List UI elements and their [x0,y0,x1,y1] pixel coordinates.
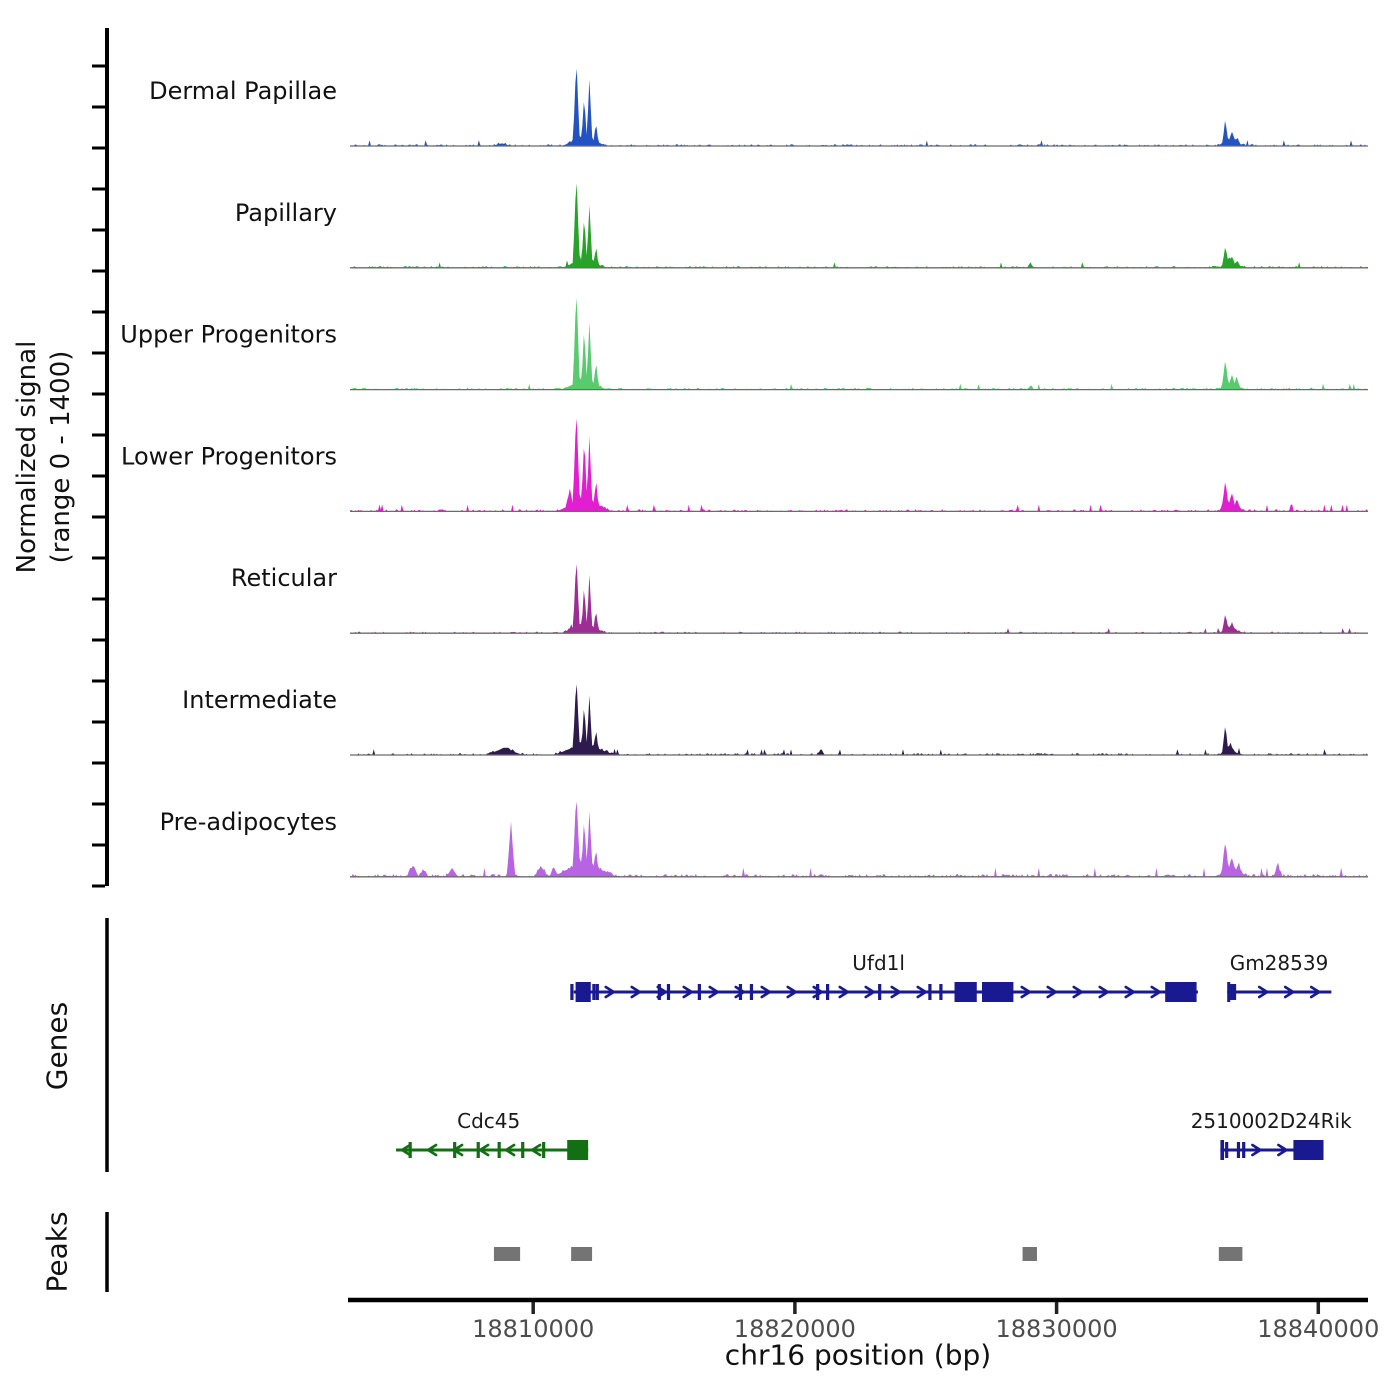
exon-tick [1233,984,1236,1000]
exon-tick [1237,1142,1240,1158]
exon-tick [939,984,942,1000]
signal-area-intermediate [350,684,1368,755]
y-axis-label-line2: (range 0 - 1400) [46,350,76,564]
signal-area-reticular [350,564,1368,633]
exon-block [982,982,1013,1002]
exon-tick [570,984,573,1000]
y-axis-label-line1: Normalized signal [12,340,43,574]
x-axis-title: chr16 position (bp) [724,1338,992,1372]
exon-tick [1225,1142,1228,1158]
exon-tick [1230,984,1233,1000]
exon-tick [592,984,595,1000]
exon-tick [826,984,829,1000]
signal-area-papillary [350,183,1368,267]
exon-tick [542,1142,545,1158]
exon-tick [1242,1142,1245,1158]
signal-area-dermal-papillae [350,69,1368,146]
exon-tick [739,984,742,1000]
signal-area-upper-progenitors [350,298,1368,390]
track-label-pre-adipocytes: Pre-adipocytes [159,807,337,836]
x-tick-label: 18840000 [1257,1315,1380,1343]
exon-tick [658,984,661,1000]
peak-interval [571,1247,592,1261]
exon-block [1220,1140,1224,1160]
track-label-papillary: Papillary [234,198,337,227]
exon-block [1227,982,1230,1002]
exon-tick [596,984,599,1000]
exon-tick [928,984,931,1000]
gene-label-2510002D24Rik: 2510002D24Rik [1190,1109,1352,1133]
track-label-reticular: Reticular [230,564,337,593]
genes-section-label: Genes [40,1001,74,1091]
signal-area-lower-progenitors [350,418,1368,511]
exon-block [567,1140,588,1160]
track-label-intermediate: Intermediate [182,686,337,714]
gene-label-Ufd1l: Ufd1l [852,951,905,975]
gene-label-Cdc45: Cdc45 [457,1109,521,1133]
x-tick-label: 18830000 [995,1315,1118,1343]
peak-interval [494,1247,520,1261]
signal-area-pre-adipocytes [350,802,1368,877]
peak-interval [1023,1247,1037,1261]
exon-block [1165,982,1196,1002]
exon-tick [698,984,701,1000]
exon-tick [477,1142,480,1158]
exon-block [1293,1140,1323,1160]
track-label-lower-progenitors: Lower Progenitors [121,442,337,471]
exon-block [955,982,977,1002]
y-axis-label [11,341,79,574]
track-label-upper-progenitors: Upper Progenitors [120,320,337,349]
exon-tick [498,1142,501,1158]
exon-tick [816,984,819,1000]
exon-tick [521,1142,524,1158]
exon-block [576,982,591,1002]
exon-tick [750,984,753,1000]
exon-tick [453,1142,456,1158]
gene-label-Gm28539: Gm28539 [1229,951,1329,975]
peak-interval [1219,1247,1243,1261]
peaks-section-label: Peaks [40,1211,74,1293]
exon-tick [409,1142,412,1158]
exon-tick [667,984,670,1000]
x-tick-label: 18810000 [472,1315,595,1343]
exon-tick [878,984,881,1000]
x-tick-label: 18820000 [733,1315,856,1343]
track-label-dermal-papillae: Dermal Papillae [149,77,337,105]
